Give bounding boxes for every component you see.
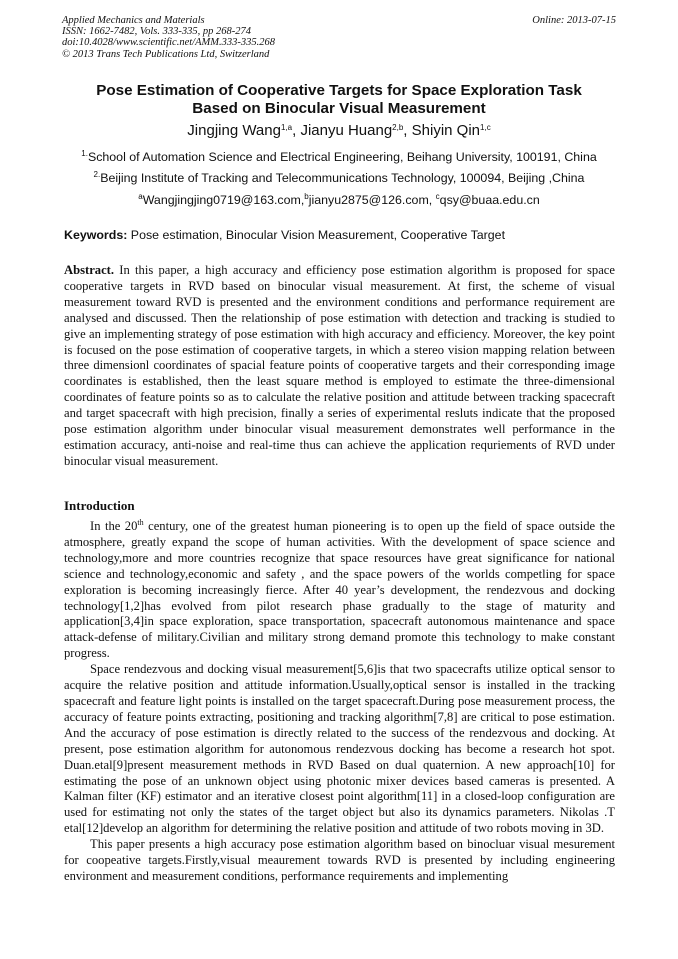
keywords-text: Pose estimation, Binocular Vision Measurement, Cooperative Target [127,228,506,242]
paragraph [64,519,615,662]
author-name: Shiyin Qin [411,122,481,139]
introduction-body [64,519,615,885]
email-address[interactable]: qsy@buaa.edu.cn [439,193,540,207]
paragraph: This paper presents a high accuracy pose estimation algorithm based on binocluar visual mesurement for coopeative targets.Firstly,visual meaurement towards RVD is presented by including engineering environment and measurement conditions, performance requirements and implementing [64,837,615,883]
title-line-2: Based on Binocular Visual Measurement [192,100,486,117]
author-affiliation-mark: 1,c [480,123,491,132]
affiliation-2 [62,170,616,186]
abstract-label: Abstract. [64,263,115,277]
affiliation-number: 2. [93,170,101,179]
affiliation-number: 1. [81,149,88,158]
author-affiliation-mark: 1,a [280,123,293,132]
email-address[interactable]: jianyu2875@126.com, [308,193,436,207]
paragraph-text: In the 20 [90,519,138,533]
ordinal-suffix: th [137,518,144,527]
paragraph-text: century, one of the greatest human pioneering is to open up the field of space outside the atmosphere, greatly expand the scope of human activities. With the development of space science and technology,more and more countries recognize that space resources have great significance for national science and technology,economic and safety , and the space powers of the worlds competling for space exploration is becoming increasingly fierce. After 40 year’s development, the rendezvous and docking technology[1,2]has evolved from pilot research phase gradually to the stage of maturity and application[3,4]in space exploration, space transportation, spacecraft autonomous maintenance and space attack-defense of military.Civilian and military strong demand promote this technology to make constant progress. [64,519,615,661]
journal-name: Applied Mechanics and Materials [62,15,205,26]
abstract-text: In this paper, a high accuracy and efficiency pose estimation algorithm is proposed for space cooperative targets in RVD based on binocular visual measurement. At first, the scheme of visual measurement toward RVD is presented and the environment conditions and performance requirement are analysed and discussed. Then the relationship of pose estimation with detection and tracking is studied to give an implementing strategy of pose estimation with high accuracy and efficiency. Moreover, the key point is focused on the pose estimation of cooperative targets, in which a stereo vision mapping relation between three dimensionl coordinates of spacial feature points of cooperative targets and their corresponding image coordinates is established, then the least square method is employed to estimate the three-dimensional coordinates of feature points so as to calculate the relative position and attitude between tracking spacecraft and target spacecraft with high precision, finally a series of experimental resluts indicate that the proposed pose estimation algorithm under binocular visual measurement demonstrates well performance in the estimation accuracy, anti-noise and real-time thus can achieve the application requriements of RVD under binocular visual measurement. [64,263,615,468]
email-mark: b [304,192,309,201]
keywords [64,227,616,243]
abstract [64,263,615,470]
email-mark: a [138,192,143,201]
affiliation-text: School of Automation Science and Electrical Engineering, Beihang University, 100191, China [87,150,597,164]
author-affiliation-mark: 2,b [392,123,404,132]
copyright-line: © 2013 Trans Tech Publications Ltd, Switzerland [62,48,270,60]
affiliation-text: Beijing Institute of Tracking and Telecommunications Technology, 100094, Beijing ,China [100,171,585,185]
title-line-1: Pose Estimation of Cooperative Targets for Space Exploration Task [96,82,582,99]
author-name: Jianyu Huang [300,122,393,139]
email-mark: c [435,192,440,201]
journal-header [62,15,616,60]
email-address[interactable]: Wangjingjing0719@163.com, [142,193,305,207]
email-list [62,192,616,208]
paragraph: Space rendezvous and docking visual measurement[5,6]is that two spacecrafts utilize optical sensor to acquire the relative position and attitude information.Usually,optical sensor is installed in the tracking spacecraft and feature light points is installed on the target spacecraft.During pose measurement process, the accuracy of feature points extracting, positioning and tracking algorithm[7,8] are critical to pose estimation. And the accuracy of pose estimation is directly related to the success of the rendezvous and docking. At present, pose estimation algorithm for autonomous rendezvous docking has become a research hot spot. Duan.etal[9]present measurement methods in RVD Based on dual quaternion. A new approach[10] for estimating the pose of an unknown object using photonic mixer devices based cameras is presented. A Kalman filter (KF) estimator and an iterative closest point algorithm[11] in a closed-loop configuration are used for estimating not only the states of the target object but also its dynamics parameters. Nikolas .T etal[12]develop an algorithm for determining the relative position and attitude of two robots moving in 3D. [64,662,615,836]
keywords-label: Keywords: [64,228,128,242]
section-heading-introduction: Introduction [64,498,135,513]
doi-line: doi:10.4028/www.scientific.net/AMM.333-335.268 [62,37,275,49]
online-date: Online: 2013-07-15 [532,15,616,26]
paper-title [62,82,616,118]
issn-line: ISSN: 1662-7482, Vols. 333-335, pp 268-274 [62,26,251,38]
author-list: Jingjing Wang$^{1,a}$, Jianyu Huang$^{2,b}$, Shiyin Qin$^{1,c}$ [187,122,491,139]
author-name: Jingjing Wang [187,122,281,139]
affiliation-1 [62,149,616,165]
